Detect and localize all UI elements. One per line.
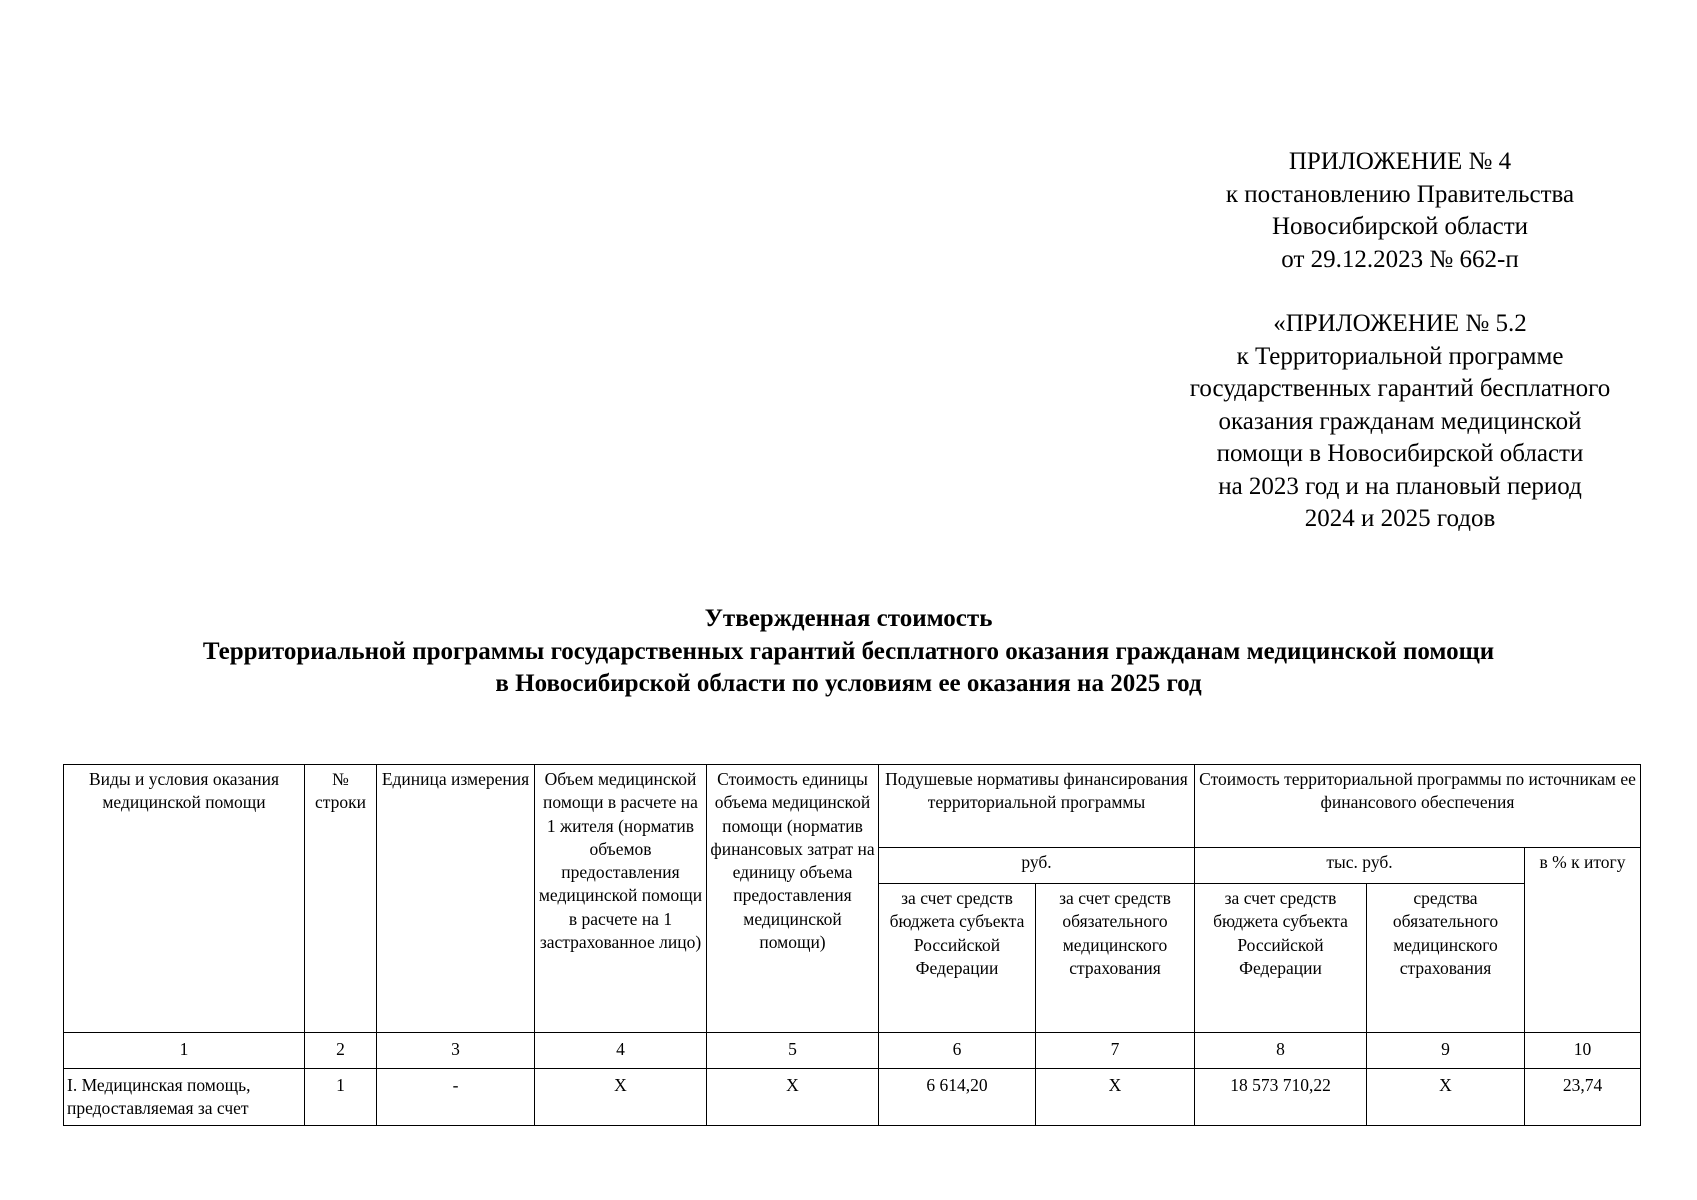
table-row <box>64 1069 1641 1126</box>
attachment-line-6: на 2023 год и на плановый период <box>1218 472 1582 500</box>
attachment-line-5: помощи в Новосибирской области <box>1216 440 1584 467</box>
attachment-number: «ПРИЛОЖЕНИЕ № 5.2 <box>1273 310 1527 337</box>
header-oms-funds: средства обязательного медицинского страхования <box>1367 884 1525 1033</box>
row-cost-oms: Х <box>1367 1069 1525 1126</box>
header-program-cost: Стоимость территориальной программы по источникам ее финансового обеспечения <box>1195 765 1641 848</box>
header-types: Виды и условия оказания медицинской помощи <box>64 765 305 1033</box>
column-number: 4 <box>535 1033 707 1069</box>
header-budget-rf: за счет средств бюджета субъекта Российской Федерации <box>879 884 1036 1033</box>
header-volume: Объем медицинской помощи в расчете на 1 жителя (норматив объемов предоставления медицинской помощи в расчете на 1 застрахованное лицо) <box>535 765 707 1033</box>
title-line-3: в Новосибирской области по условиям ее оказания на 2025 год <box>495 670 1202 697</box>
header-unit-cost: Стоимость единицы объема медицинской помощи (норматив финансовых затрат на единицу объема предоставления медицинской помощи) <box>707 765 879 1033</box>
header-oms: за счет средств обязательного медицинского страхования <box>1036 884 1195 1033</box>
row-per-capita-budget: 6 614,20 <box>879 1069 1036 1126</box>
column-number: 10 <box>1525 1033 1641 1069</box>
attachment-line-2: к Территориальной программе <box>1236 342 1564 370</box>
appendix-region: Новосибирской области <box>1271 213 1529 240</box>
column-number: 5 <box>707 1033 879 1069</box>
column-number: 8 <box>1195 1033 1367 1069</box>
header-per-capita: Подушевые нормативы финансирования территориальной программы <box>879 765 1195 848</box>
header-thousand-rub: тыс. руб. <box>1195 848 1525 884</box>
header-row-number: № строки <box>305 765 377 1033</box>
header-rub: руб. <box>879 848 1195 884</box>
column-number: 9 <box>1367 1033 1525 1069</box>
row-unit-cost: Х <box>707 1069 879 1126</box>
header-percent-total: в % к итогу <box>1525 848 1641 1033</box>
column-number: 7 <box>1036 1033 1195 1069</box>
header-unit: Единица измерения <box>377 765 535 1033</box>
column-number: 3 <box>377 1033 535 1069</box>
column-number: 2 <box>305 1033 377 1069</box>
row-number: 1 <box>305 1069 377 1126</box>
column-number: 1 <box>64 1033 305 1069</box>
attachment-line-4: оказания гражданам медицинской <box>1218 407 1582 435</box>
attachment-line-7: 2024 и 2025 годов <box>1304 505 1496 532</box>
title-line-2: Территориальной программы государственных гарантий бесплатного оказания гражданам медицинской помощи <box>202 637 1495 665</box>
column-number: 6 <box>879 1033 1036 1069</box>
document-title <box>0 603 1697 701</box>
appendix-number: ПРИЛОЖЕНИЕ № 4 <box>1288 148 1512 175</box>
appendix-header <box>1100 146 1697 536</box>
row-name: I. Медицинская помощь, предоставляемая за счет <box>64 1069 305 1126</box>
header-budget-rf-thousand: за счет средств бюджета субъекта Российской Федерации <box>1195 884 1367 1033</box>
row-unit: - <box>377 1069 535 1126</box>
attachment-line-3: государственных гарантий бесплатного <box>1189 375 1611 402</box>
cost-table <box>63 764 1641 1126</box>
appendix-resolution: к постановлению Правительства <box>1225 180 1575 208</box>
row-percent: 23,74 <box>1525 1069 1641 1126</box>
appendix-date-number: от 29.12.2023 № 662-п <box>1281 245 1519 273</box>
row-cost-budget: 18 573 710,22 <box>1195 1069 1367 1126</box>
row-volume: Х <box>535 1069 707 1126</box>
row-per-capita-oms: Х <box>1036 1069 1195 1126</box>
title-line-1: Утвержденная стоимость <box>704 605 993 632</box>
